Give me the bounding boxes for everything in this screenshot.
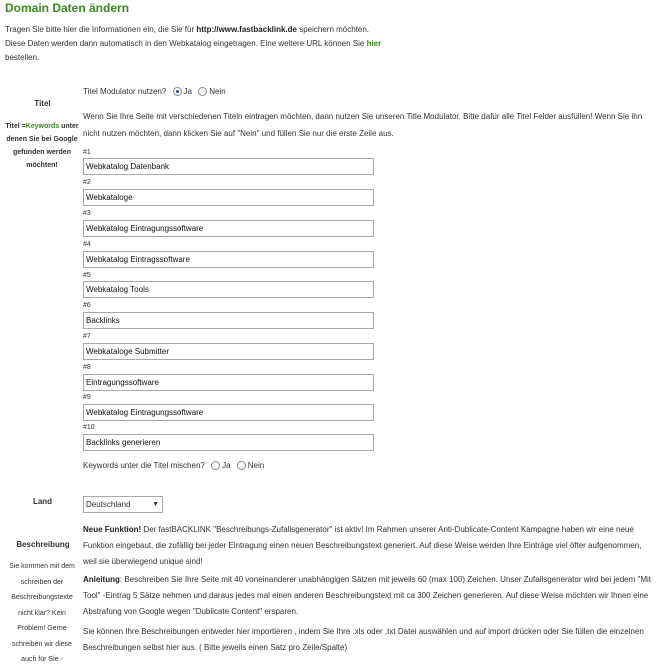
- site-url: http://www.fastbacklink.de: [196, 25, 297, 34]
- order-url-link[interactable]: hier: [366, 39, 382, 48]
- titel-label: Titel: [34, 99, 51, 108]
- beschreibung-label: Beschreibung: [16, 540, 70, 549]
- title-input-7[interactable]: Webkataloge Submitter: [83, 343, 374, 360]
- field-number: #5: [83, 272, 91, 279]
- instructions-paragraph: Anleitung: Beschreiben Sie Ihre Seite mit 40 voneinanderer unabhängigen Sätzen mit jeweils 60 (max 100) Zeichen. Unser Zufallsgenerator wird bei jedem "Mit Tool" -Eintrag 5 Sätze nehmen und daraus jedes mal einen anderen Beschreibungstext mit ca 300 Zeichen generieren. Auf diese Weise möchten wir Ihnen eine Abstrafung von Google wegen "Dublicate Content" ersparen.: [83, 575, 652, 616]
- modulator-row: Titel Modulator nutzen? Ja Nein: [83, 87, 226, 96]
- field-number: #1: [83, 149, 91, 156]
- land-select[interactable]: Deutschland ▼: [83, 496, 163, 513]
- field-number: #6: [83, 302, 91, 309]
- title-input-9[interactable]: Webkatalog Eintragungssoftware: [83, 404, 374, 421]
- field-number: #8: [83, 364, 91, 371]
- mix-ja-radio[interactable]: [211, 461, 220, 470]
- field-number: #9: [83, 394, 91, 401]
- title-input-3[interactable]: Webkatalog Eintragungssoftware: [83, 220, 374, 237]
- title-input-4[interactable]: Webkatalog Eintragssoftware: [83, 251, 374, 268]
- title-input-6[interactable]: Backlinks: [83, 312, 374, 329]
- title-input-10[interactable]: Backlinks generieren: [83, 434, 374, 451]
- field-number: #10: [83, 424, 95, 431]
- titel-hint: Titel =Keywords unter denen Sie bei Google gefunden werden möchten!: [5, 123, 79, 169]
- field-number: #7: [83, 333, 91, 340]
- field-number: #2: [83, 179, 91, 186]
- title-input-2[interactable]: Webkataloge: [83, 189, 374, 206]
- modulator-nein-radio[interactable]: [198, 87, 207, 96]
- field-number: #4: [83, 241, 91, 248]
- chevron-down-icon: ▼: [152, 501, 159, 508]
- modulator-explanation: Wenn Sie Ihre Seite mit verschiedenen Titeln eintragen möchten, dann nutzen Sie unseren Title Modulator. Bitte dafür alle Titel Felder ausfüllen! Wenn Sie ihn nicht nutzen möchten, dann klicken Sie auf "Nein" und füllen Sie nur die erste Zeile aus.: [83, 112, 643, 138]
- title-input-8[interactable]: Eintragungssoftware: [83, 374, 374, 391]
- page-title: Domain Daten ändern: [5, 1, 130, 15]
- title-input-5[interactable]: Webkatalog Tools: [83, 281, 374, 298]
- new-function-paragraph: Neue Funktion! Der fastBACKLINK "Beschreibungs-Zufallsgenerator" ist aktiv! Im Rahmen unserer Anti-Dublicate-Content Kampagne haben wir eine neue Funktion eingebaut, die zufällig bei jeder Eintragung einen neuen Beschreibungstext generiert. Auf diese Weise werden Ihre Einträge viel öfter aufgenommen, weil sie überwiegend unique sind!: [83, 525, 642, 566]
- land-label: Land: [32, 497, 53, 506]
- import-paragraph: Sie können Ihre Beschreibungen entweder hier importieren , indem Sie Ihre .xls oder .txt Datei auswählen und auf import drücken oder Sie füllen die einzelnen Beschreibungen selbst hier aus. ( Bitte jeweils einen Satz pro Zeile/Spalte): [83, 627, 644, 652]
- mix-keywords-row: Keywords unter die Titel mischen? Ja Nein: [83, 461, 265, 470]
- modulator-ja-radio[interactable]: [173, 87, 182, 96]
- title-input-1[interactable]: Webkatalog Datenbank: [83, 158, 374, 175]
- intro-text: Tragen Sie bitte hier die Informationen ein, die Sie für http://www.fastbacklink.de speichern möchten. Diese Daten werden dann automatisch in den Webkatalog eingetragen. Eine weitere URL können Sie hier bestellen.: [5, 25, 382, 62]
- mix-nein-radio[interactable]: [237, 461, 246, 470]
- beschreibung-side-text: Sie kommen mit dem schreiben der Beschreibungstexte nicht klar? Kein Problem! Gerne schreiben wir diese auch für Sie -: [9, 563, 75, 663]
- field-number: #3: [83, 210, 91, 217]
